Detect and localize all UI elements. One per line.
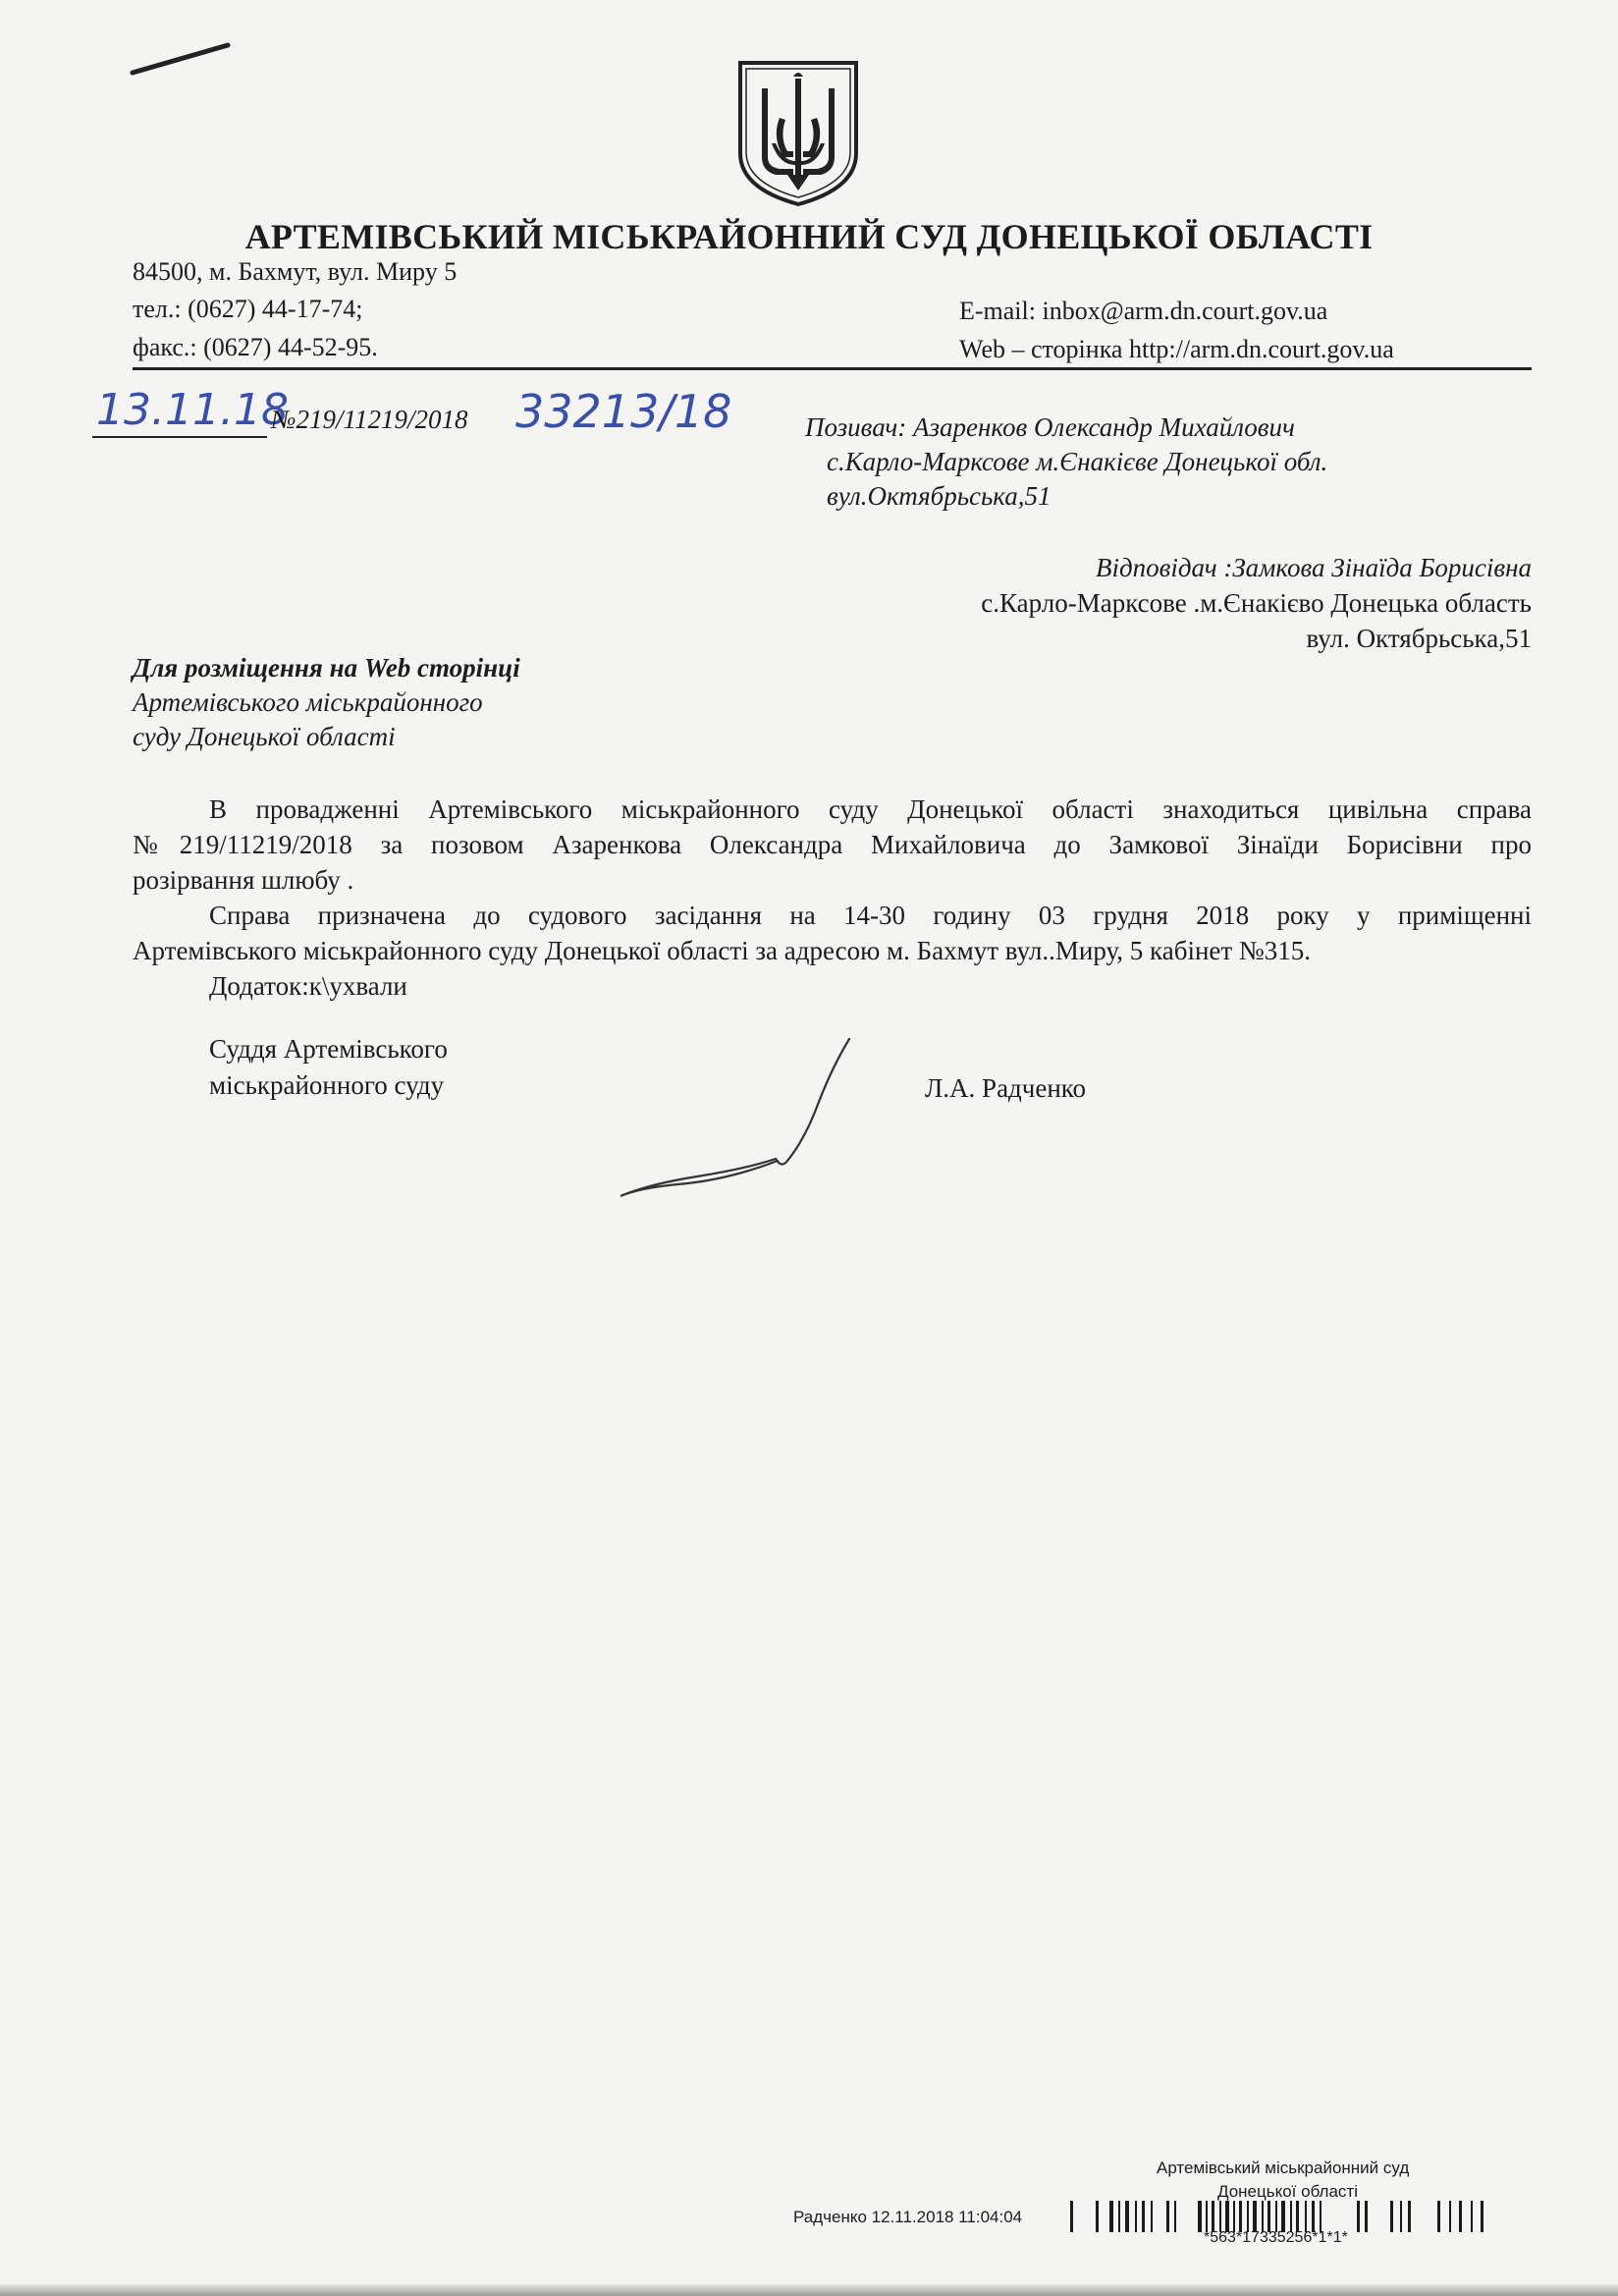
court-phone: тел.: (0627) 44-17-74; (133, 295, 363, 323)
defendant-name: Відповідач :Замкова Зінаїда Борисівна (1096, 553, 1532, 582)
court-address: 84500, м. Бахмут, вул. Миру 5 (133, 257, 458, 286)
attachment-note: Додаток:к\ухвали (209, 971, 407, 1001)
court-email[interactable]: E-mail: inbox@arm.dn.court.gov.ua (959, 297, 1328, 325)
plaintiff-name: Позивач: Азаренков Олександр Михайлович (805, 412, 1295, 442)
registry-region: Донецької області (1217, 2182, 1358, 2201)
case-number: №219/11219/2018 (271, 405, 468, 434)
registry-court: Артемівський міськрайонний суд (1157, 2159, 1410, 2177)
ref-underline-spacer (265, 432, 269, 434)
web-placement-region: суду Донецької області (133, 722, 396, 751)
judge-title-line2: міськрайонного суду (209, 1070, 445, 1100)
registry-stamp: Радченко 12.11.2018 11:04:04 (793, 2208, 1023, 2226)
court-website[interactable]: Web – сторінка http://arm.dn.court.gov.ua (959, 335, 1394, 363)
paragraph1-line3: розірвання шлюбу . (133, 865, 354, 895)
paragraph2-line2: Артемівського міськрайонного суду Донецької області за адресою м. Бахмут вул..Миру, 5 кабінет №315. (133, 936, 1311, 965)
judge-title-line1: Суддя Артемівського (209, 1034, 448, 1064)
court-name: АРТЕМІВСЬКИЙ МІСЬКРАЙОННИЙ СУД ДОНЕЦЬКОЇ ОБЛАСТІ (244, 217, 1374, 256)
scan-edge (0, 2284, 1618, 2296)
handwritten-signature (609, 1031, 864, 1203)
coat-of-arms-icon (736, 59, 860, 208)
handwritten-outgoing-number: 33213/18 (515, 385, 732, 438)
defendant-locality: с.Карло-Марксове .м.Єнакієво Донецька область (981, 588, 1532, 618)
plaintiff-locality: с.Карло-Марксове м.Єнакієве Донецької обл. (827, 447, 1328, 476)
paragraph2-line1: Справа призначена до судового засідання на 14-30 годину 03 грудня 2018 року у приміщенні (209, 901, 1532, 930)
plaintiff-street: вул.Октябрьська,51 (827, 481, 1052, 511)
paragraph1-line2: №219/11219/2018 за позовом Азаренкова Олександра Михайловича до Замкової Зінаїди Борисівни про (133, 830, 1532, 859)
judge-name: Л.А. Радченко (925, 1073, 1087, 1103)
web-placement-heading: Для розміщення на Web сторінці (133, 653, 520, 683)
header-divider (133, 367, 1532, 370)
court-fax: факс.: (0627) 44-52-95. (133, 333, 378, 361)
web-placement-court: Артемівського міськрайонного (133, 687, 483, 717)
date-underline (92, 436, 267, 438)
paragraph1-line1: В провадженні Артемівського міськрайонного суду Донецької області знаходиться цивільна справа (209, 794, 1532, 824)
handwritten-date: 13.11.18 (96, 385, 289, 435)
pen-mark (128, 39, 236, 79)
barcode-text: *563*17335256*1*1* (1204, 2229, 1348, 2246)
body-text (133, 792, 1532, 1004)
defendant-block (981, 551, 1532, 656)
defendant-street: вул. Октябрьська,51 (1306, 624, 1532, 653)
